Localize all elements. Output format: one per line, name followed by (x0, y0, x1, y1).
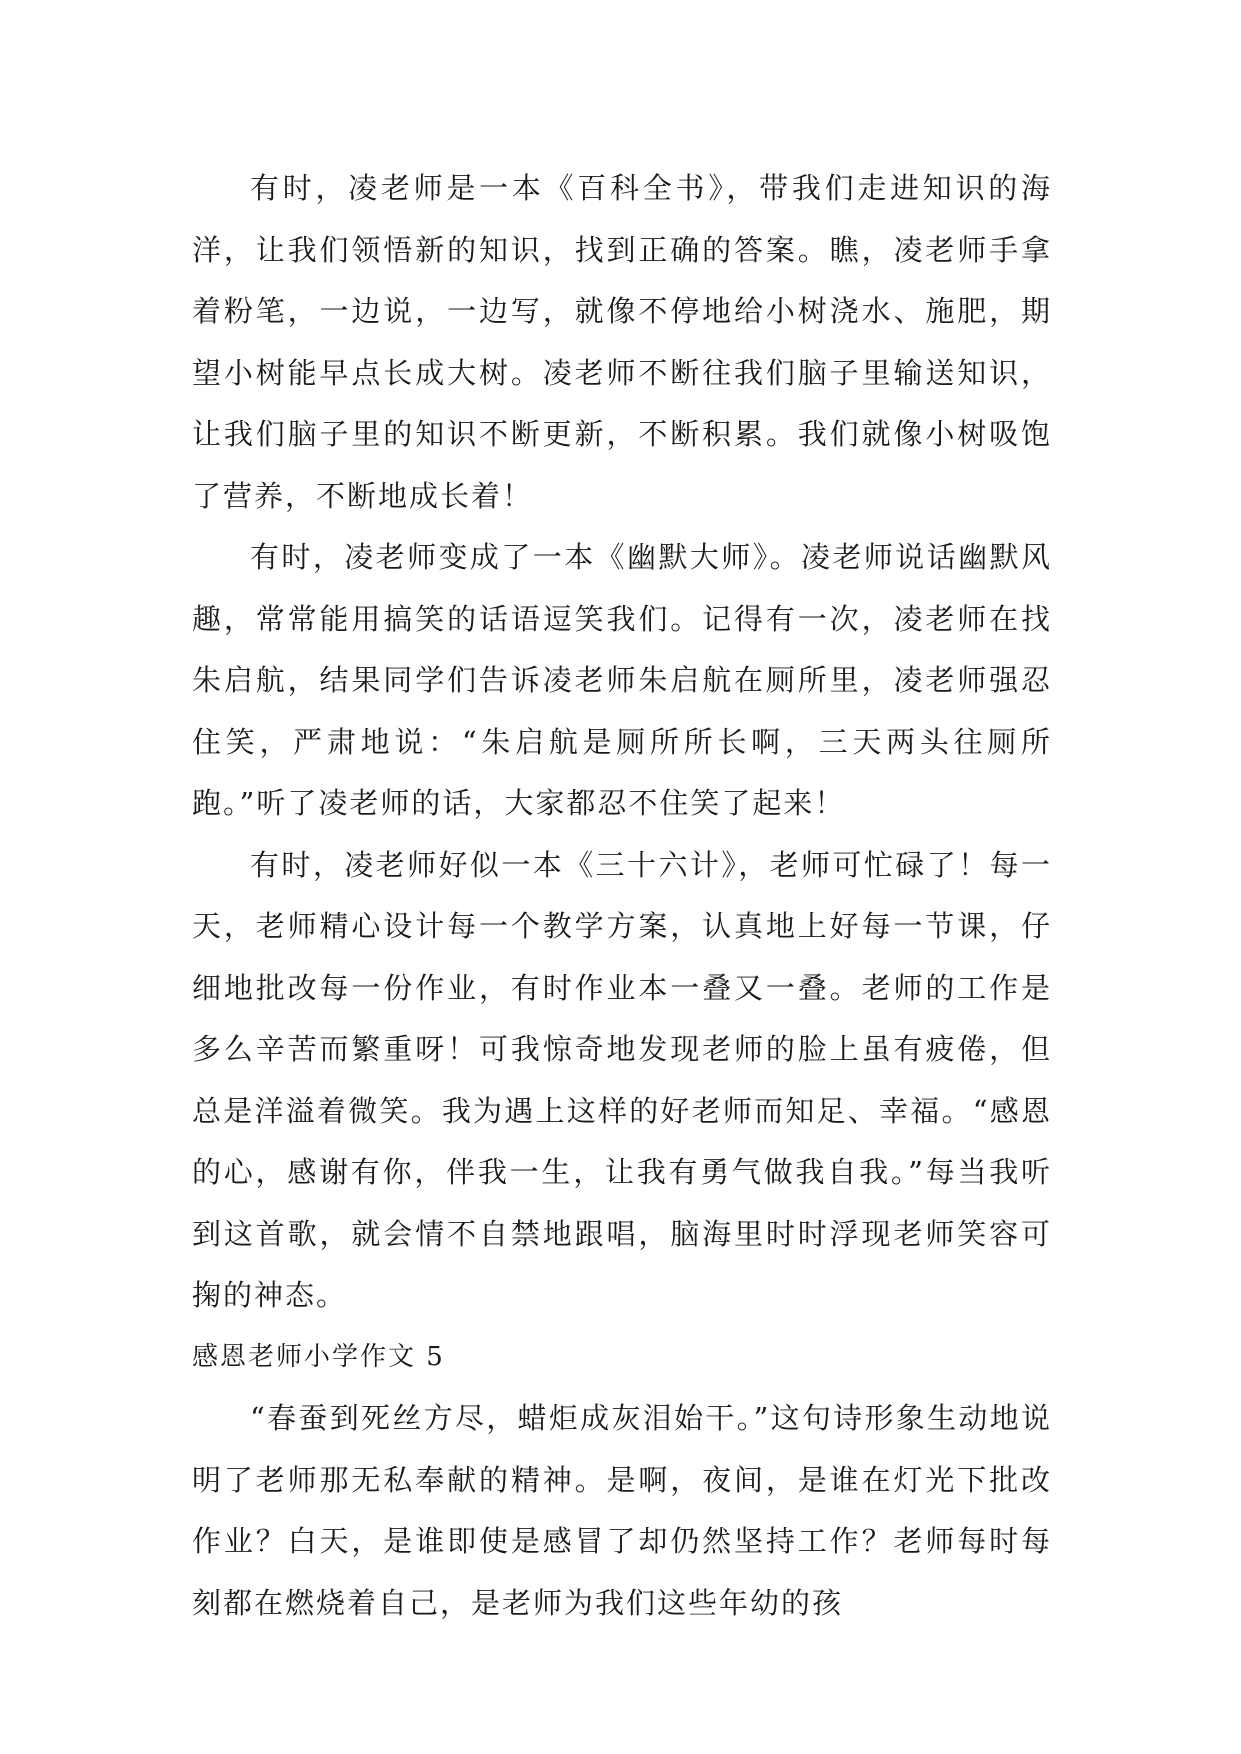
paragraph-encyclopedia: 有时，凌老师是一本《百科全书》，带我们走进知识的海洋，让我们领悟新的知识，找到正确的答案。瞧，凌老师手拿着粉笔，一边说，一边写，就像不停地给小树浇水、施肥，期望小树能早点长成大树。凌老师不断往我们脑子里输送知识，让我们脑子里的知识不断更新，不断积累。我们就像小树吸饱了营养，不断地成长着！ (192, 171, 1052, 513)
document-body (192, 158, 1052, 1634)
paragraph-humor-master: 有时，凌老师变成了一本《幽默大师》。凌老师说话幽默风趣，常常能用搞笑的话语逗笑我们。记得有一次，凌老师在找朱启航，结果同学们告诉凌老师朱启航在厕所里，凌老师强忍住笑，严肃地说：“朱启航是厕所所长啊，三天两头往厕所跑。”听了凌老师的话，大家都忍不住笑了起来！ (192, 540, 1052, 820)
section-heading: 感恩老师小学作文 5 (192, 1341, 445, 1372)
paragraph-thirty-six-stratagems: 有时，凌老师好似一本《三十六计》，老师可忙碌了！每一天，老师精心设计每一个教学方案，认真地上好每一节课，仔细地批改每一份作业，有时作业本一叠又一叠。老师的工作是多么辛苦而繁重呀！可我惊奇地发现老师的脸上虽有疲倦，但总是洋溢着微笑。我为遇上这样的好老师而知足、幸福。“感恩的心，感谢有你，伴我一生，让我有勇气做我自我。”每当我听到这首歌，就会情不自禁地跟唱，脑海里时时浮现老师笑容可掬的神态。 (192, 847, 1052, 1312)
paragraph-silkworm-poem: “春蚕到死丝方尽，蜡炬成灰泪始干。”这句诗形象生动地说明了老师那无私奉献的精神。是啊，夜间，是谁在灯光下批改作业？白天，是谁即使是感冒了却仍然坚持工作？老师每时每刻都在燃烧着自己，是老师为我们这些年幼的孩 (192, 1401, 1052, 1620)
